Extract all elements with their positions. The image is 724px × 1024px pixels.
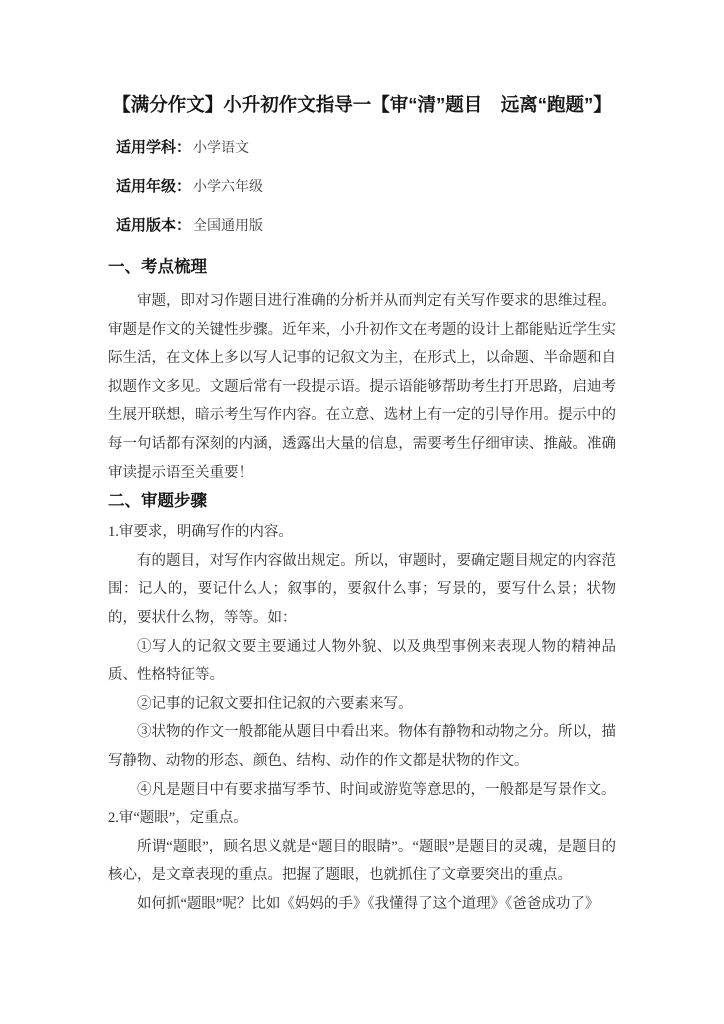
list-item-2: ②记事的记叙文要扣住记叙的六要素来写。	[137, 695, 413, 712]
paragraph-exam-points: 审题，即对习作题目进行准确的分析并从而判定有关写作要求的思维过程。审题是作文的关键性步骤。近年来，小升初作文在考题的设计上都能贴近学生实际生活，在文体上多以写人记事的记叙文为主，在形式上，以命题、半命题和自拟题作文多见。文题后常有一段提示语。提示语能够帮助考生打开思路，启迪考生展开联想，暗示考生写作内容。在立意、选材上有一定的引导作用。提示中的每一句话都有深刻的内涵，透露出大量的信息，需要考生仔细审读、推敲。准确审读提示语至关重要！	[108, 293, 616, 481]
paragraph-example: 如何抓“题眼”呢？比如《妈妈的手》《我懂得了这个道理》《爸爸成功了》	[137, 895, 600, 912]
paragraph-step1-intro: 有的题目，对写作内容做出规定。所以，审题时，要确定题目规定的内容范围：记人的，要记什么人；叙事的，要叙什么事；写景的，要写什么景；状物的，要状什么物，等等。如：	[108, 552, 616, 626]
section-heading-exam-points: 一、考点梳理	[108, 258, 207, 276]
step-1-title: 1.审要求，明确写作的内容。	[108, 524, 293, 541]
list-item-3: ③状物的作文一般都能从题目中看出来。物体有静物和动物之分。所以，描写静物、动物的形态、颜色、结构、动作的作文都是状物的作文。	[108, 724, 616, 769]
paragraph-tiyan: 所谓“题眼”，顾名思义就是“题目的眼睛”。“题眼”是题目的灵魂，是题目的核心，是文章表现的重点。把握了题眼，也就抓住了文章要突出的重点。	[108, 838, 616, 884]
meta-label-grade: 适用年级：	[116, 178, 192, 195]
meta-value-subject: 小学语文	[193, 141, 250, 156]
meta-row-grade	[116, 177, 616, 198]
meta-value-grade: 小学六年级	[193, 180, 264, 195]
meta-block	[108, 138, 616, 237]
meta-row-subject	[116, 138, 616, 159]
meta-value-edition: 全国通用版	[193, 219, 264, 234]
meta-label-edition: 适用版本：	[116, 217, 192, 234]
section-heading-steps: 二、审题步骤	[108, 492, 207, 511]
meta-row-edition	[116, 216, 616, 237]
step-2-title: 2.审“题眼”，定重点。	[108, 810, 248, 827]
page-title: 【满分作文】小升初作文指导一【审“清”题目 远离“跑题”】	[112, 94, 612, 115]
list-item-1: ①写人的记叙文要主要通过人物外貌、以及典型事例来表现人物的精神品质、性格特征等。	[108, 638, 616, 684]
list-item-4: ④凡是题目中有要求描写季节、时间或游览等意思的，一般都是写景作文。	[137, 781, 616, 798]
meta-label-subject: 适用学科：	[116, 139, 192, 156]
